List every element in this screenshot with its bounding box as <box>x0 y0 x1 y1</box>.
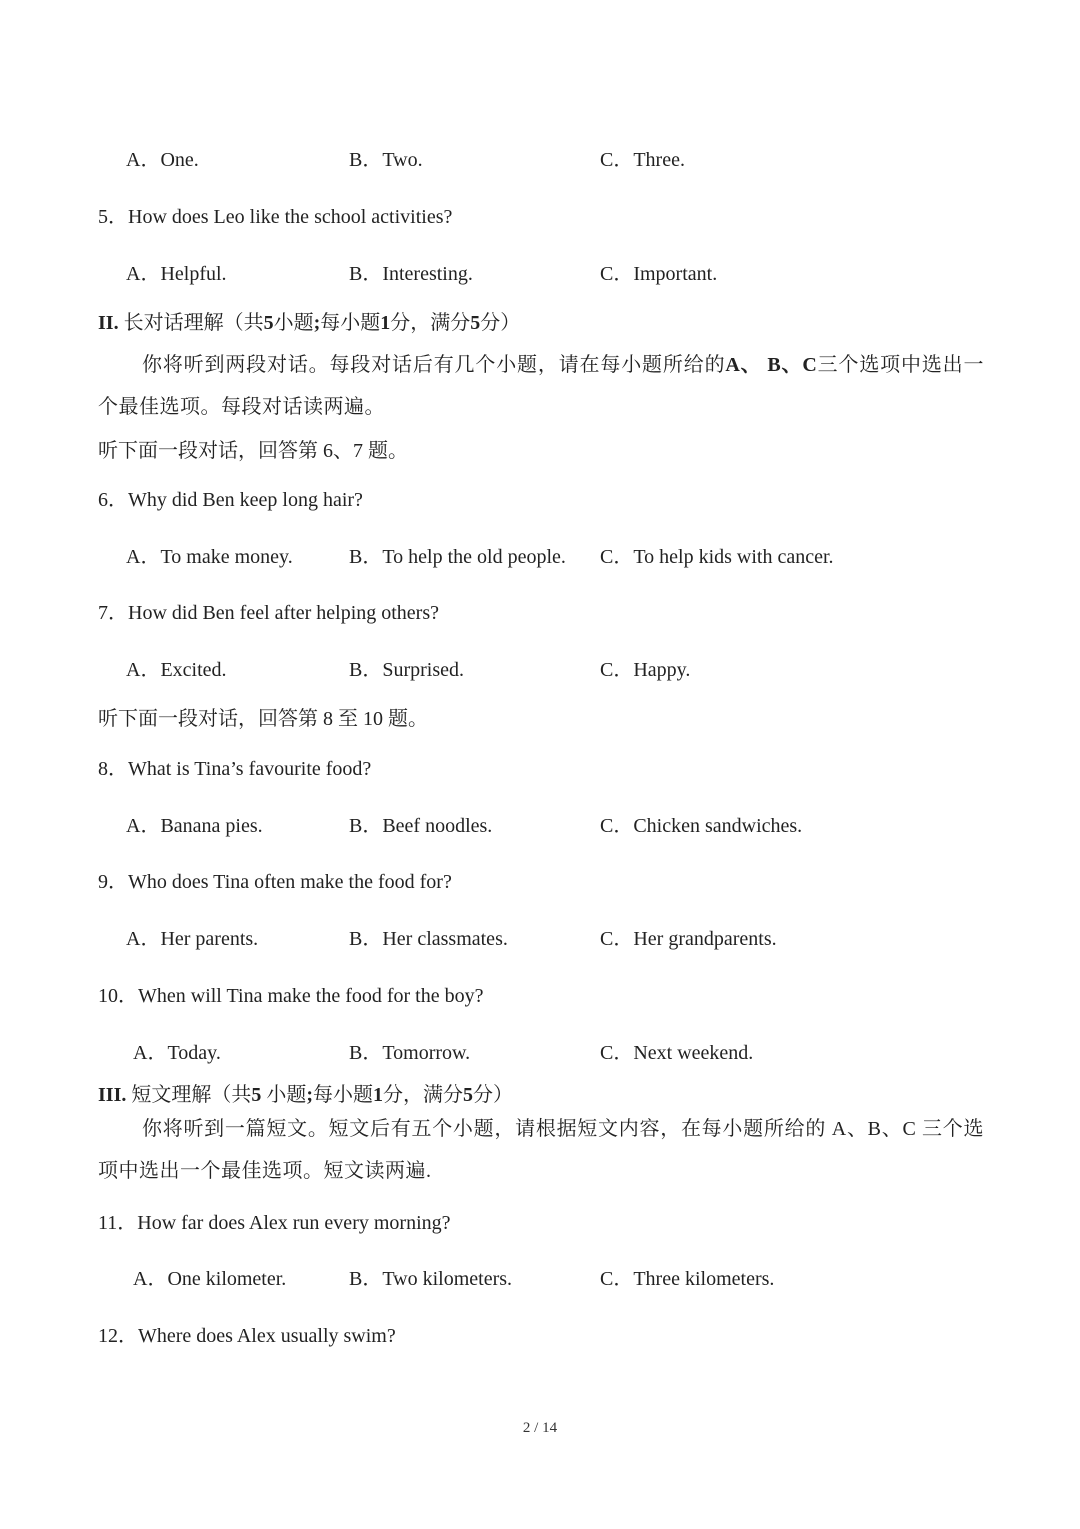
section-2-points: 1 <box>380 312 391 334</box>
q11-option-c: C．Three kilometers. <box>600 1268 775 1290</box>
section-2-intro-letters: A、 B、C <box>725 354 818 376</box>
section-2-t3: 每小题 <box>320 312 381 334</box>
dialog-2-instruction: 听下面一段对话，回答第 8 至 10 题。 <box>98 708 428 730</box>
section-3-heading <box>98 1082 513 1108</box>
section-3-number: III. <box>98 1084 127 1106</box>
section-3-t3: 每小题 <box>313 1084 374 1106</box>
section-2-t5: 分） <box>480 312 521 334</box>
q5-option-a: A．Helpful. <box>126 263 227 285</box>
q11-option-a: A．One kilometer. <box>133 1268 287 1290</box>
q10-option-a: A．Today. <box>133 1042 221 1064</box>
section-2-t2: 小题 <box>273 312 314 334</box>
q6-option-c: C．To help kids with cancer. <box>600 546 834 568</box>
q7-stem: 7．How did Ben feel after helping others? <box>98 602 440 624</box>
q7-option-b: B．Surprised. <box>349 659 464 681</box>
q5-option-c: C．Important. <box>600 263 718 285</box>
section-2-total: 5 <box>470 312 481 334</box>
q8-stem: 8．What is Tina’s favourite food? <box>98 758 372 780</box>
section-3-count: 5 <box>251 1084 262 1106</box>
section-2-semi: ; <box>313 312 321 334</box>
q6-option-a: A．To make money. <box>126 546 293 568</box>
section-2-intro-b: 三个选项中选出一个最佳选项。每段对话读两遍。 <box>98 354 984 418</box>
section-2-count: 5 <box>263 312 274 334</box>
q10-option-b: B．Tomorrow. <box>349 1042 471 1064</box>
section-3-t2: 小题 <box>266 1084 307 1106</box>
q6-option-b: B．To help the old people. <box>349 546 566 568</box>
q9-option-b: B．Her classmates. <box>349 928 508 950</box>
section-2-title: 长对话理解（共 <box>123 312 264 334</box>
section-3-title: 短文理解（共 <box>131 1084 252 1106</box>
q10-stem: 10．When will Tina make the food for the boy? <box>98 985 484 1007</box>
section-2-number: II. <box>98 312 119 334</box>
q7-option-c: C．Happy. <box>600 659 691 681</box>
q5-option-b: B．Interesting. <box>349 263 473 285</box>
section-2-t4: 分，满分 <box>390 312 471 334</box>
section-3-instructions: 你将听到一篇短文。短文后有五个小题，请根据短文内容，在每小题所给的 A、B、C 三个选项中选出一个最佳选项。短文读两遍. <box>98 1118 984 1182</box>
q7-option-a: A．Excited. <box>126 659 227 681</box>
q11-option-b: B．Two kilometers. <box>349 1268 513 1290</box>
q9-option-a: A．Her parents. <box>126 928 259 950</box>
q4-option-c: C．Three. <box>600 149 685 171</box>
q9-stem: 9．Who does Tina often make the food for? <box>98 871 452 893</box>
q8-option-c: C．Chicken sandwiches. <box>600 815 803 837</box>
section-2-intro-a: 你将听到两段对话。每段对话后有几个小题，请在每小题所给的 <box>142 354 726 376</box>
q8-option-b: B．Beef noodles. <box>349 815 493 837</box>
q5-stem: 5．How does Leo like the school activities? <box>98 206 453 228</box>
q10-option-c: C．Next weekend. <box>600 1042 754 1064</box>
q9-option-c: C．Her grandparents. <box>600 928 777 950</box>
page-number: 2 / 14 <box>522 1420 558 1436</box>
section-3-t4: 分，满分 <box>383 1084 464 1106</box>
q8-option-a: A．Banana pies. <box>126 815 263 837</box>
dialog-1-instruction: 听下面一段对话，回答第 6、7 题。 <box>98 440 408 462</box>
q6-stem: 6．Why did Ben keep long hair? <box>98 489 363 511</box>
section-3-semi: ; <box>306 1084 314 1106</box>
section-3-points: 1 <box>373 1084 384 1106</box>
section-3-t5: 分） <box>473 1084 514 1106</box>
section-3-total: 5 <box>463 1084 474 1106</box>
q11-stem: 11．How far does Alex run every morning? <box>98 1212 451 1234</box>
q4-option-a: A．One. <box>126 149 199 171</box>
q4-option-b: B．Two. <box>349 149 423 171</box>
q12-stem: 12．Where does Alex usually swim? <box>98 1325 396 1347</box>
section-2-instructions <box>98 344 984 428</box>
section-2-heading <box>98 310 520 336</box>
